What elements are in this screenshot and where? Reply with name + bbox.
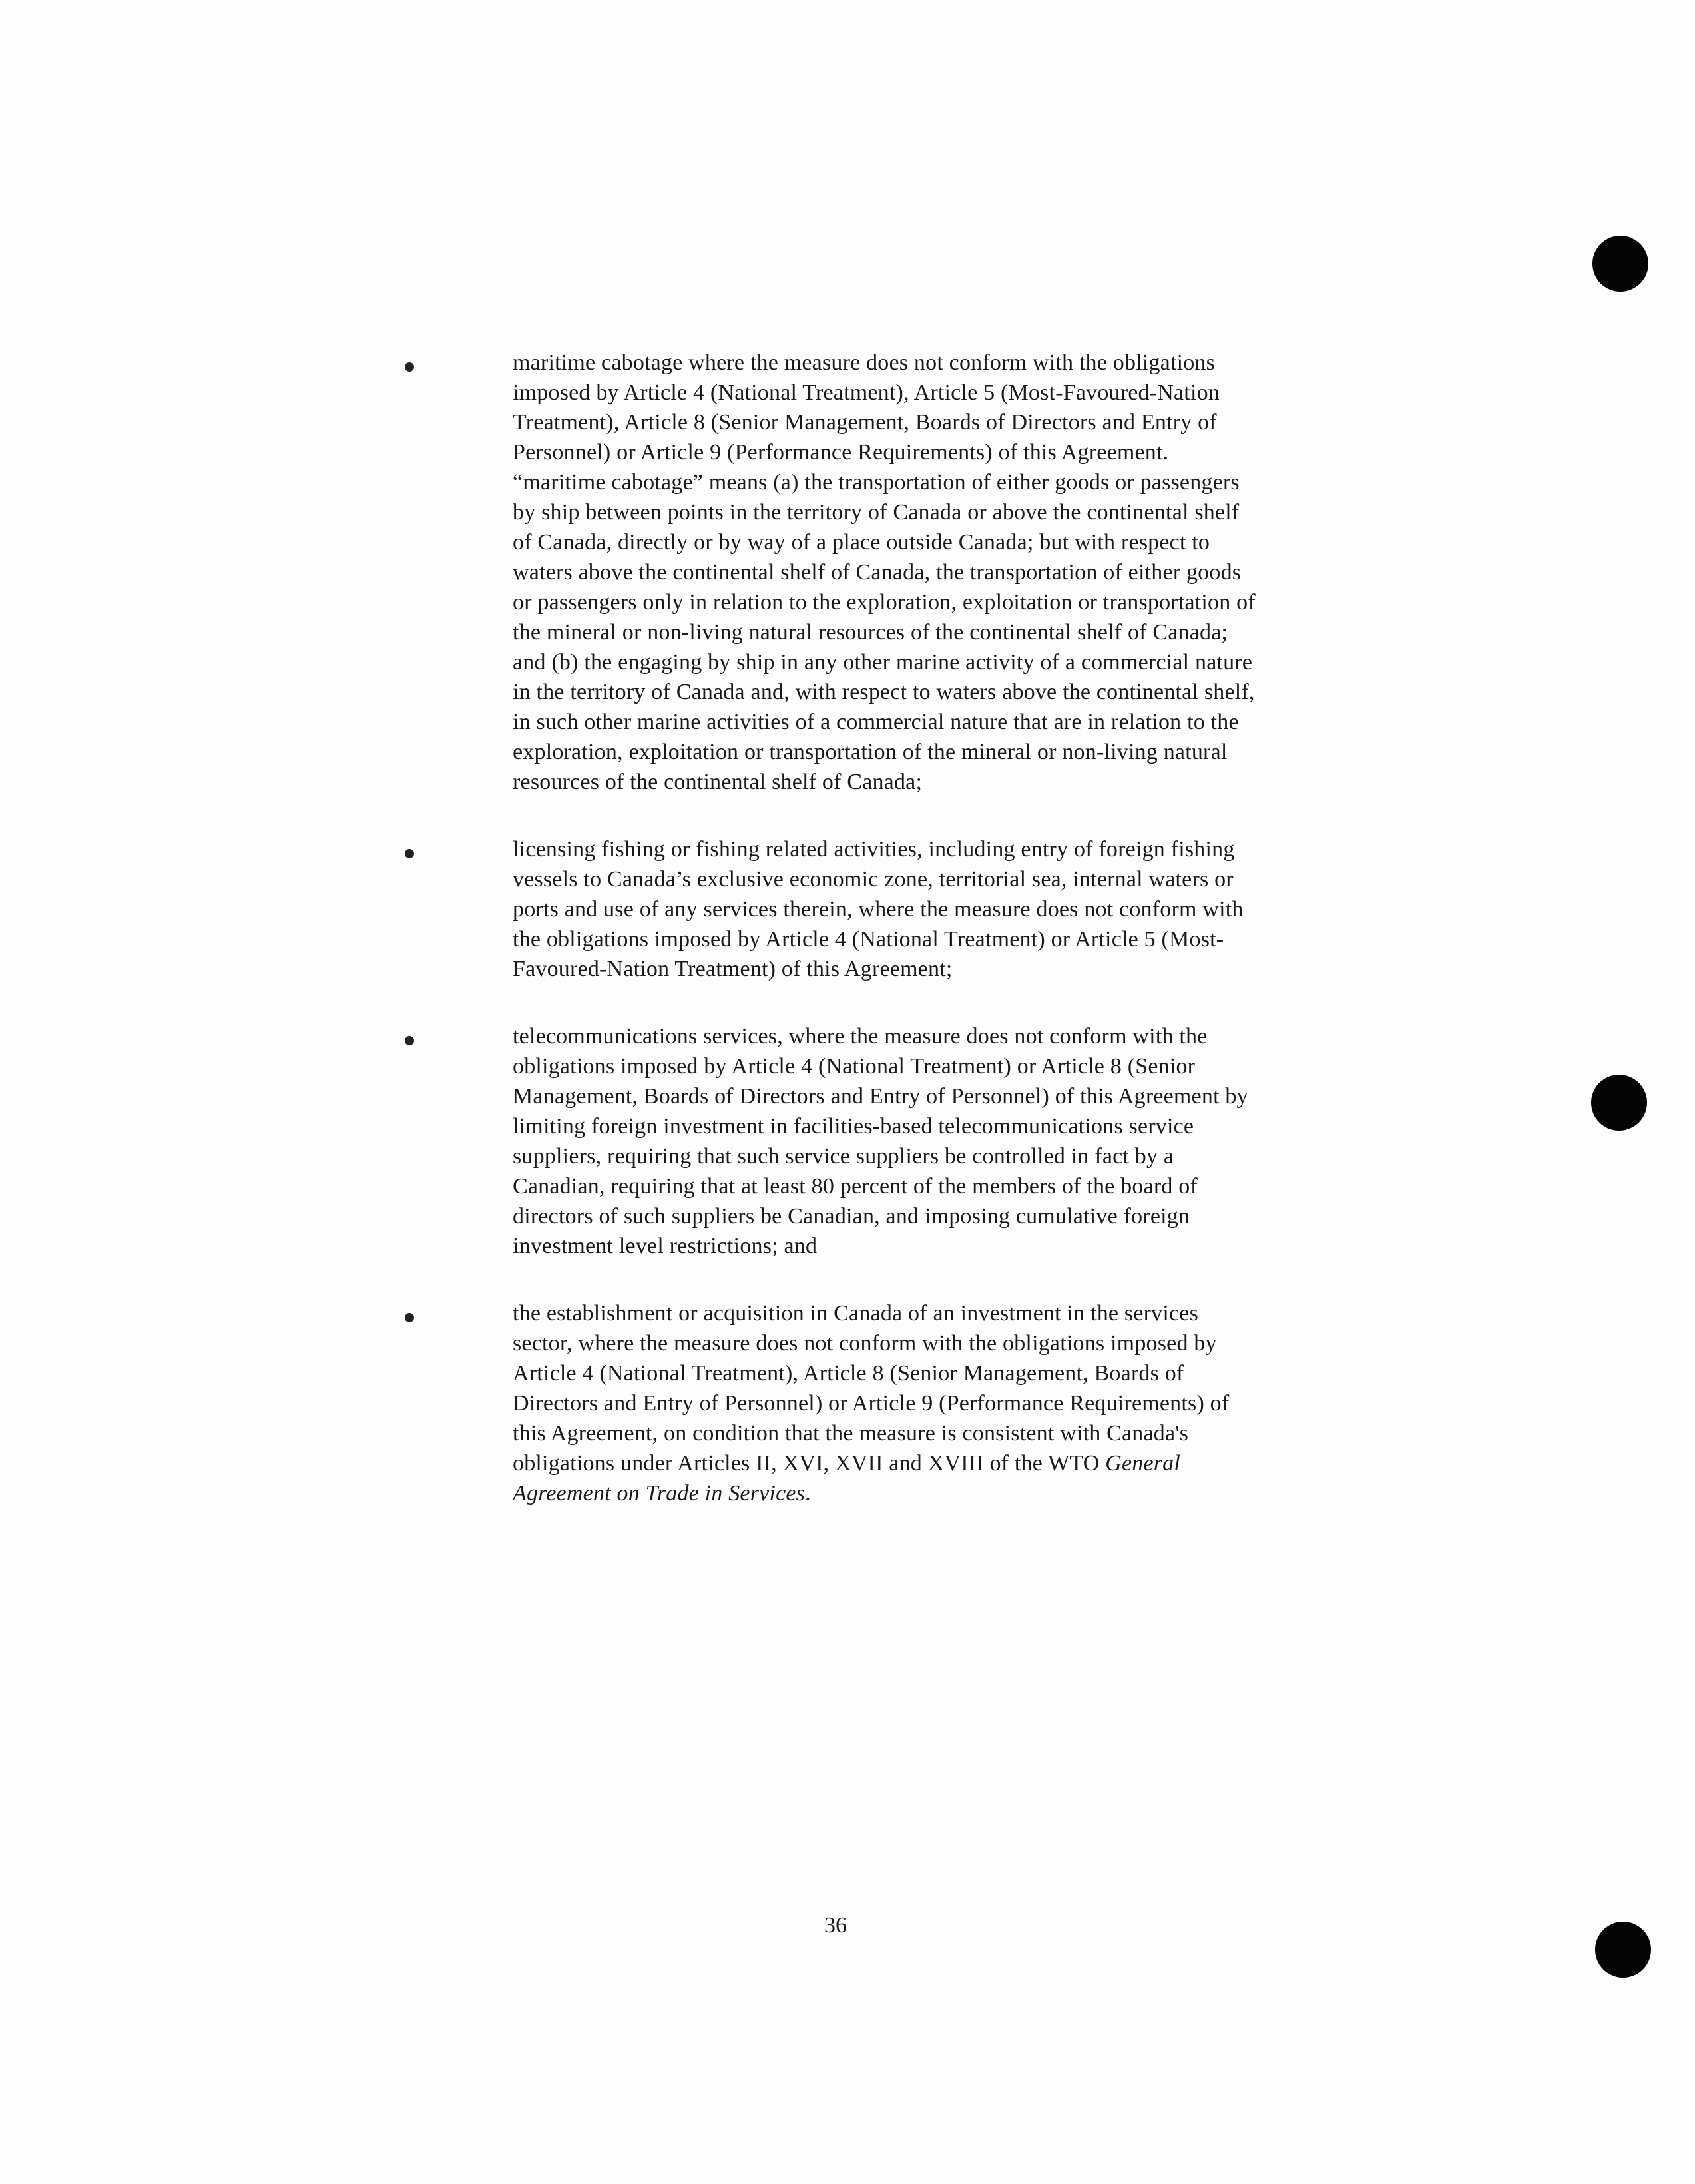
bullet-icon	[405, 1036, 414, 1045]
text-line: suppliers, requiring that such service suppliers be controlled in fact by a	[513, 1144, 1174, 1169]
list-item-text	[513, 348, 1371, 797]
text-line: Management, Boards of Directors and Entry of Personnel) of this Agreement by	[513, 1084, 1248, 1109]
list-item-text	[513, 1021, 1371, 1261]
text-fragment: .	[805, 1481, 811, 1505]
text-line: obligations imposed by Article 4 (National Treatment) or Article 8 (Senior	[513, 1054, 1196, 1079]
reservation-bullet-list	[413, 348, 1371, 1545]
text-line: “maritime cabotage” means (a) the transportation of either goods or passengers	[513, 470, 1240, 495]
text-line: Treatment), Article 8 (Senior Management, Boards of Directors and Entry of	[513, 410, 1217, 435]
text-line: waters above the continental shelf of Canada, the transportation of either goods	[513, 560, 1242, 585]
text-line: resources of the continental shelf of Canada;	[513, 770, 923, 794]
punch-hole-bottom	[1595, 1922, 1651, 1978]
text-line: ports and use of any services therein, where the measure does not conform with	[513, 897, 1244, 922]
text-line	[513, 1478, 1371, 1508]
text-line: in such other marine activities of a commercial nature that are in relation to the	[513, 710, 1239, 734]
text-line: telecommunications services, where the measure does not conform with the	[513, 1024, 1208, 1049]
text-line	[513, 1448, 1371, 1478]
text-line: Article 4 (National Treatment), Article 8 (Senior Management, Boards of	[513, 1361, 1184, 1386]
list-item-telecommunications	[413, 1021, 1371, 1261]
bullet-icon	[405, 849, 414, 858]
text-line: sector, where the measure does not conform with the obligations imposed by	[513, 1331, 1217, 1356]
text-line: directors of such suppliers be Canadian, and imposing cumulative foreign	[513, 1204, 1190, 1228]
text-line: the obligations imposed by Article 4 (National Treatment) or Article 5 (Most-	[513, 927, 1224, 952]
text-line: imposed by Article 4 (National Treatment), Article 5 (Most-Favoured-Nation	[513, 380, 1220, 405]
text-line: limiting foreign investment in facilities-based telecommunications service	[513, 1114, 1194, 1139]
list-item-fishing-licensing	[413, 834, 1371, 984]
list-item-text	[513, 1298, 1371, 1508]
text-line: in the territory of Canada and, with respect to waters above the continental shelf,	[513, 680, 1255, 704]
bullet-icon	[405, 1313, 414, 1322]
punch-hole-middle	[1591, 1075, 1647, 1131]
text-line: Directors and Entry of Personnel) or Article 9 (Performance Requirements) of	[513, 1391, 1230, 1416]
text-line: Favoured-Nation Treatment) of this Agreement;	[513, 957, 953, 981]
bullet-icon	[405, 362, 414, 372]
list-item-text	[513, 834, 1371, 984]
list-item-services-investment	[413, 1298, 1371, 1508]
text-line: licensing fishing or fishing related activities, including entry of foreign fishing	[513, 837, 1235, 862]
text-line: and (b) the engaging by ship in any other marine activity of a commercial nature	[513, 650, 1253, 675]
text-line: Canadian, requiring that at least 80 percent of the members of the board of	[513, 1174, 1198, 1199]
text-line: of Canada, directly or by way of a place outside Canada; but with respect to	[513, 530, 1210, 555]
list-item-maritime-cabotage	[413, 348, 1371, 797]
text-line: investment level restrictions; and	[513, 1234, 818, 1258]
text-line: by ship between points in the territory of Canada or above the continental shelf	[513, 500, 1240, 525]
text-line: the mineral or non-living natural resources of the continental shelf of Canada;	[513, 620, 1228, 645]
italic-title-fragment: General	[1105, 1451, 1181, 1476]
italic-title-fragment: Agreement on Trade in Services	[513, 1481, 806, 1505]
text-line: this Agreement, on condition that the measure is consistent with Canada's	[513, 1421, 1189, 1446]
page-number: 36	[824, 1913, 847, 1938]
text-line: the establishment or acquisition in Canada of an investment in the services	[513, 1301, 1199, 1326]
text-line: maritime cabotage where the measure does not conform with the obligations	[513, 350, 1216, 375]
text-line: Personnel) or Article 9 (Performance Requirements) of this Agreement.	[513, 440, 1169, 465]
text-fragment: obligations under Articles II, XVI, XVII and XVIII of the WTO	[513, 1451, 1106, 1476]
text-line: exploration, exploitation or transportation of the mineral or non-living natural	[513, 740, 1228, 764]
text-line: or passengers only in relation to the exploration, exploitation or transportation of	[513, 590, 1256, 615]
punch-hole-top	[1592, 236, 1648, 292]
text-line: vessels to Canada’s exclusive economic zone, territorial sea, internal waters or	[513, 867, 1234, 892]
